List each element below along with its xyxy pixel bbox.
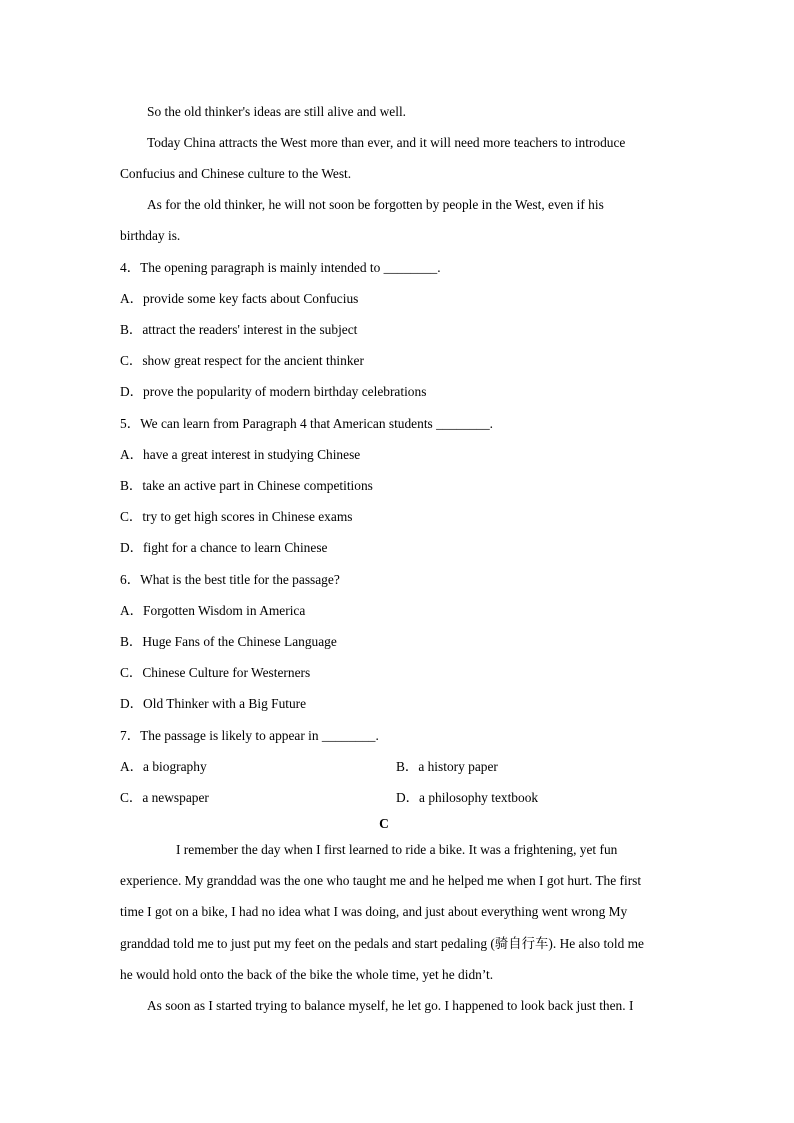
answer-option: B．attract the readers' interest in the subject: [120, 322, 358, 337]
question-stem: 5．We can learn from Paragraph 4 that American students ________.: [120, 416, 494, 431]
passage-paragraph: time I got on a bike, I had no idea what I was doing, and just about everything went wrong My: [120, 904, 628, 919]
answer-option: B．take an active part in Chinese competitions: [120, 478, 373, 493]
question-stem: 4．The opening paragraph is mainly intended to ________.: [120, 260, 441, 275]
answer-option: A．provide some key facts about Confucius: [120, 291, 359, 306]
question-stem: 6．What is the best title for the passage?: [120, 572, 340, 587]
answer-option: A．Forgotten Wisdom in America: [120, 603, 306, 618]
passage-paragraph: So the old thinker's ideas are still alive and well.: [147, 104, 407, 119]
answer-option: D．fight for a chance to learn Chinese: [120, 540, 328, 555]
answer-option: D．a philosophy textbook: [396, 790, 539, 805]
section-heading: C: [379, 816, 389, 831]
passage-paragraph: Confucius and Chinese culture to the West.: [120, 166, 352, 181]
answer-option: B．a history paper: [396, 759, 498, 774]
answer-option: C．a newspaper: [120, 790, 209, 805]
question-stem: 7．The passage is likely to appear in ________.: [120, 728, 379, 743]
answer-option: C．try to get high scores in Chinese exams: [120, 509, 353, 524]
answer-option: B．Huge Fans of the Chinese Language: [120, 634, 337, 649]
passage-paragraph: As for the old thinker, he will not soon be forgotten by people in the West, even if his: [147, 197, 604, 212]
passage-paragraph: As soon as I started trying to balance myself, he let go. I happened to look back just then. I: [147, 998, 634, 1013]
answer-option: C．show great respect for the ancient thinker: [120, 353, 364, 368]
answer-option: D．Old Thinker with a Big Future: [120, 696, 307, 711]
passage-paragraph: I remember the day when I first learned to ride a bike. It was a frightening, yet fun: [176, 842, 618, 857]
passage-paragraph: granddad told me to just put my feet on the pedals and start pedaling (骑自行车). He also told me: [120, 936, 644, 951]
passage-paragraph: Today China attracts the West more than ever, and it will need more teachers to introduce: [147, 135, 626, 150]
answer-option: C．Chinese Culture for Westerners: [120, 665, 311, 680]
answer-option: D．prove the popularity of modern birthday celebrations: [120, 384, 427, 399]
answer-option: A．have a great interest in studying Chinese: [120, 447, 361, 462]
passage-paragraph: experience. My granddad was the one who taught me and he helped me when I got hurt. The first: [120, 873, 642, 888]
passage-paragraph: birthday is.: [120, 228, 181, 243]
passage-paragraph: he would hold onto the back of the bike the whole time, yet he didn’t.: [120, 967, 494, 982]
answer-option: A．a biography: [120, 759, 207, 774]
